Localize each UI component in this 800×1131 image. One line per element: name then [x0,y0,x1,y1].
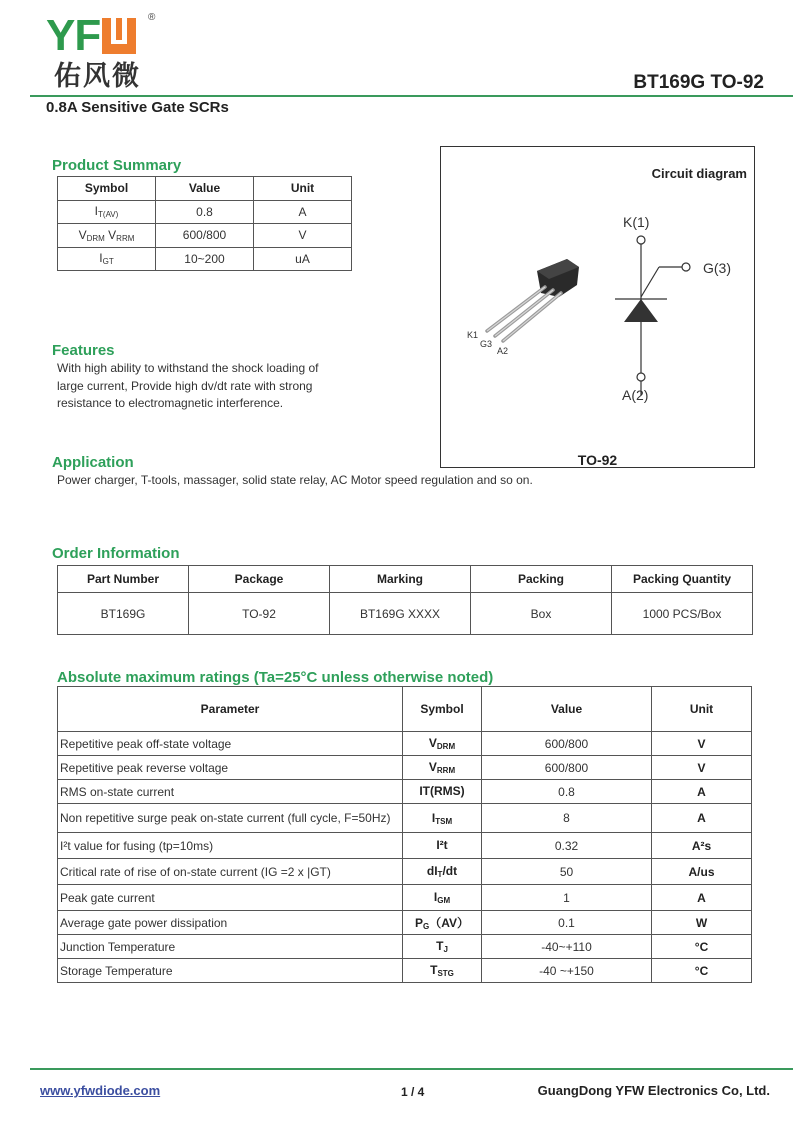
absolute-ratings-table [57,686,752,983]
marking-cell: BT169G XXXX [330,593,471,635]
value-cell: 0.8 [156,200,254,224]
table-row [58,732,752,756]
unit-cell: V [652,756,752,780]
unit-cell: A [652,804,752,833]
column-header: Symbol [403,687,482,732]
table-row [58,885,752,911]
features-text: With high ability to withstand the shock loading of large current, Provide high dv/dt rate with strong resistance to electromagnetic interference. [57,361,319,410]
column-header: Unit [254,177,352,201]
symbol-cell: $V_{DRM}$ $V_{RRM}$ [58,224,156,248]
column-header: Value [156,177,254,201]
table-row [58,224,352,248]
parameter-cell: Critical rate of rise of on-state current (IG =2 x |GT) [58,859,403,885]
symbol-cell: $T_J$ [403,935,482,959]
parameter-cell: Average gate power dissipation [58,911,403,935]
svg-text:K1: K1 [467,330,479,340]
packing-cell: Box [471,593,612,635]
symbol-cell: $I_{T(AV)}$ [58,200,156,224]
value-cell: 0.1 [482,911,652,935]
table-row [58,859,752,885]
symbol-cell: $I_{GM}$ [403,885,482,911]
column-header: Packing [471,566,612,593]
symbol-cell: I²t [403,833,482,859]
value-cell: 600/800 [156,224,254,248]
table-row [58,833,752,859]
value-cell: 1 [482,885,652,911]
unit-cell: W [652,911,752,935]
company-name: GuangDong YFW Electronics Co, Ltd. [537,1083,770,1098]
symbol-cell: $P_G(AV)$ [403,911,482,935]
circuit-diagram-title: Circuit diagram [651,166,747,181]
value-cell: 600/800 [482,756,652,780]
company-logo [46,12,166,92]
column-header: Parameter [58,687,403,732]
document-subtitle: 0.8A Sensitive Gate SCRs [46,99,229,116]
svg-text:G3: G3 [480,339,493,349]
unit-cell: A/us [652,859,752,885]
logo-letter-f: F [74,11,101,60]
page-number: 1 / 4 [401,1085,425,1099]
order-information-title: Order Information [52,545,180,562]
parameter-cell: I²t value for fusing (tp=10ms) [58,833,403,859]
to92-package-icon [487,259,579,341]
column-header: Value [482,687,652,732]
absolute-ratings-title: Absolute maximum ratings (Ta=25°C unless otherwise noted) [57,669,494,686]
column-header: Marking [330,566,471,593]
product-summary-title: Product Summary [52,157,182,174]
symbol-cell: IT(RMS) [403,780,482,804]
column-header: Package [189,566,330,593]
parameter-cell: Repetitive peak reverse voltage [58,756,403,780]
footer-divider [30,1068,793,1070]
table-row [58,911,752,935]
table-row [58,756,752,780]
logo-letter-u-shape [102,18,136,54]
unit-cell: A [652,885,752,911]
unit-cell: V [254,224,352,248]
table-header-row [58,687,752,732]
header-divider [30,95,793,97]
unit-cell: uA [254,247,352,271]
parameter-cell: Storage Temperature [58,959,403,983]
unit-cell: V [652,732,752,756]
order-information-table [57,565,753,635]
symbol-cell: $I_{GT}$ [58,247,156,271]
parameter-cell: Junction Temperature [58,935,403,959]
value-cell: 0.8 [482,780,652,804]
svg-text:A(2): A(2) [622,387,649,403]
unit-cell: °C [652,935,752,959]
scr-schematic-icon [441,147,756,469]
application-title: Application [52,454,134,471]
unit-cell: A²s [652,833,752,859]
unit-cell: A [254,200,352,224]
column-header: Packing Quantity [612,566,753,593]
value-cell: 8 [482,804,652,833]
package-cell: TO-92 [189,593,330,635]
parameter-cell: Repetitive peak off-state voltage [58,732,403,756]
column-header: Symbol [58,177,156,201]
circuit-diagram-panel [440,146,755,468]
column-header: Part Number [58,566,189,593]
logo-chinese-name: 佑风微 [54,61,141,92]
svg-text:A2: A2 [497,346,509,356]
value-cell: 10~200 [156,247,254,271]
table-row [58,593,753,635]
logo-wordmark [46,11,136,60]
features-title: Features [52,342,115,359]
document-title: BT169G TO-92 [633,72,764,93]
website-link[interactable]: www.yfwdiode.com [40,1083,161,1098]
unit-cell: °C [652,959,752,983]
symbol-cell: $V_{RRM}$ [403,756,482,780]
svg-text:K(1): K(1) [623,214,650,230]
table-header-row [58,566,753,593]
value-cell: -40 ~+150 [482,959,652,983]
application-text: Power charger, T-tools, massager, solid state relay, AC Motor speed regulation and so on. [57,473,533,487]
package-label: TO-92 [577,452,618,468]
logo-letter-y: Y [46,11,75,60]
packing-quantity-cell: 1000 PCS/Box [612,593,753,635]
table-row [58,804,752,833]
value-cell: 600/800 [482,732,652,756]
symbol-cell: $I_{TSM}$ [403,804,482,833]
registered-mark: ® [148,12,156,23]
symbol-cell: $V_{DRM}$ [403,732,482,756]
symbol-cell: $dI_T/dt$ [403,859,482,885]
value-cell: 0.32 [482,833,652,859]
table-row [58,200,352,224]
svg-text:G(3): G(3) [703,260,731,276]
parameter-cell: Non repetitive surge peak on-state current (full cycle, F=50Hz) [58,804,403,833]
table-row [58,959,752,983]
table-row [58,247,352,271]
table-header-row [58,177,352,201]
product-summary-table [57,176,352,271]
parameter-cell: RMS on-state current [58,780,403,804]
column-header: Unit [652,687,752,732]
unit-cell: A [652,780,752,804]
value-cell: 50 [482,859,652,885]
table-row [58,935,752,959]
part-number-cell: BT169G [58,593,189,635]
parameter-cell: Peak gate current [58,885,403,911]
value-cell: -40~+110 [482,935,652,959]
symbol-cell: $T_{STG}$ [403,959,482,983]
table-row [58,780,752,804]
